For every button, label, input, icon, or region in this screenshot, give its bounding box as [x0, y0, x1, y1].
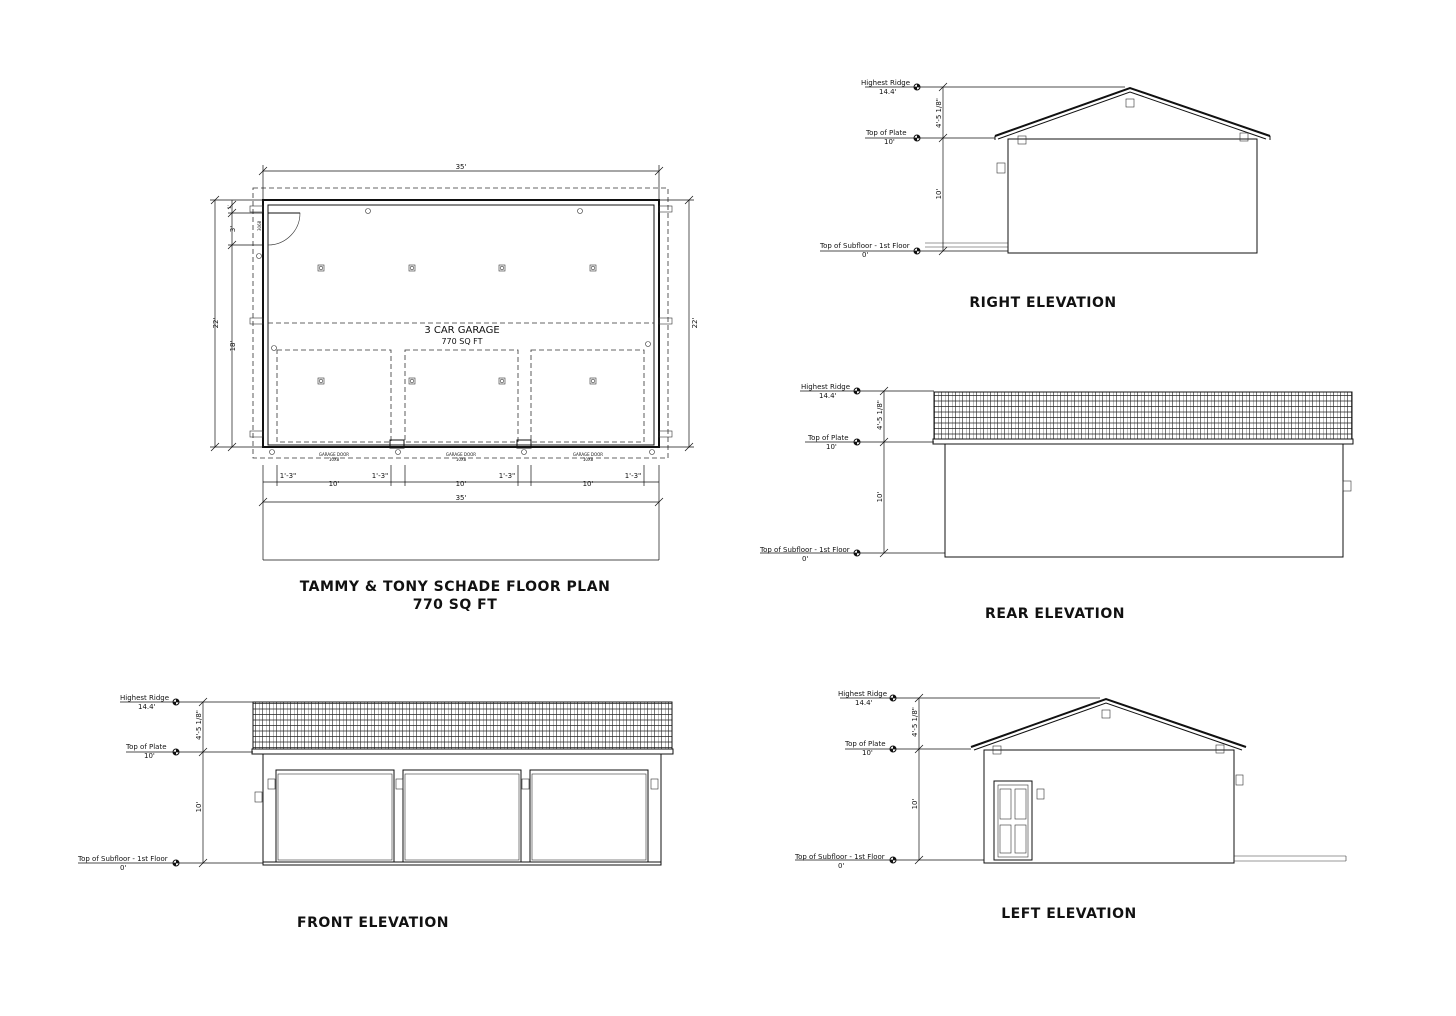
garage-door-label: GARAGE DOOR	[318, 452, 350, 457]
right-elevation-title: RIGHT ELEVATION	[969, 295, 1117, 311]
dim-bottom-6: 10'	[582, 480, 594, 488]
garage-door-1	[276, 770, 394, 862]
floor-plan-title: TAMMY & TONY SCHADE FLOOR PLAN	[299, 579, 611, 595]
dim-upper: 4'-5 1/8"	[195, 709, 203, 741]
dim-bottom-total: 35'	[455, 494, 467, 502]
dim-bottom-2: 10'	[328, 480, 340, 488]
plate-value: 10'	[144, 752, 155, 760]
door-tag: 3068	[257, 220, 262, 231]
garage-door-label: GARAGE DOOR	[445, 452, 477, 457]
ridge-label: Highest Ridge	[838, 690, 888, 698]
ridge-label: Highest Ridge	[861, 79, 911, 87]
wall	[263, 754, 661, 865]
garage-door-label: GARAGE DOOR	[572, 452, 604, 457]
dim-right-total-text: 22'	[691, 317, 699, 329]
garage-door-size: 10X8	[328, 457, 340, 462]
wall-light-icon	[1236, 775, 1243, 785]
dim-bottom-3: 1'-3"	[371, 472, 389, 480]
garage-door-size: 10X8	[582, 457, 594, 462]
wall	[984, 750, 1234, 863]
plate-label: Top of Plate	[126, 743, 167, 751]
wall-brackets	[250, 206, 672, 437]
parking-stall-1	[277, 350, 391, 442]
roof-tiles	[253, 702, 672, 750]
room-area: 770 SQ FT	[441, 337, 483, 346]
parking-stall-3	[531, 350, 644, 442]
ridge-label: Highest Ridge	[801, 383, 851, 391]
gable-vent	[1126, 99, 1134, 107]
dim-bottom-5: 1'-3"	[498, 472, 516, 480]
rear-elevation	[759, 383, 1353, 622]
ridge-value: 14.4'	[855, 699, 873, 707]
dim-left-small2-text: 3'	[229, 225, 237, 233]
dim-left-small1-text: 1'	[227, 205, 232, 209]
front-elevation	[77, 694, 673, 931]
dim-top-text: 35'	[455, 163, 467, 171]
roof-gable	[995, 88, 1270, 136]
floor-plan	[210, 163, 699, 613]
dimension-right	[659, 196, 694, 451]
floor-plan-subtitle: 770 SQ FT	[412, 597, 498, 613]
fascia	[933, 439, 1353, 444]
plate-value: 10'	[884, 138, 895, 146]
subfloor-value: 0'	[120, 864, 127, 872]
right-elevation	[819, 79, 1270, 311]
roof-tiles	[934, 392, 1352, 440]
garage-door-2	[403, 770, 521, 862]
ridge-value: 14.4'	[138, 703, 156, 711]
subfloor-value: 0'	[802, 555, 809, 563]
left-elevation-title: LEFT ELEVATION	[1001, 906, 1137, 922]
ridge-label: Highest Ridge	[120, 694, 170, 702]
gable-vent	[1102, 710, 1110, 718]
rear-elevation-title: REAR ELEVATION	[985, 606, 1125, 622]
roof-gable	[971, 699, 1246, 747]
dim-upper: 4'-5 1/8"	[876, 399, 884, 431]
subfloor-label: Top of Subfloor - 1st Floor	[820, 242, 910, 250]
dim-lower: 10'	[911, 798, 919, 810]
subfloor-value: 0'	[862, 251, 869, 259]
wall-light-icon	[396, 779, 403, 789]
dim-lower: 10'	[935, 188, 943, 200]
dim-upper: 4'-5 1/8"	[911, 706, 919, 738]
wall	[1008, 139, 1257, 253]
door-swing	[268, 213, 300, 245]
plate-label: Top of Plate	[866, 129, 907, 137]
left-elevation	[794, 690, 1346, 922]
subfloor-value: 0'	[838, 862, 845, 870]
wall-light-icon	[268, 779, 275, 789]
dim-lower: 10'	[876, 491, 884, 503]
garage-door-size: 10X8	[455, 457, 467, 462]
ridge-value: 14.4'	[819, 392, 837, 400]
subfloor-label: Top of Subfloor - 1st Floor	[78, 855, 168, 863]
dim-left-total-text: 22'	[212, 317, 220, 329]
garage-door-3	[530, 770, 648, 862]
wall-light-icon	[651, 779, 658, 789]
plate-value: 10'	[826, 443, 837, 451]
wall-light-icon	[255, 792, 262, 802]
subfloor-label: Top of Subfloor - 1st Floor	[760, 546, 850, 554]
wall	[945, 444, 1343, 557]
exterior-wall	[263, 200, 659, 447]
wall-light-icon	[997, 163, 1005, 173]
subfloor-label: Top of Subfloor - 1st Floor	[795, 853, 885, 861]
room-name: 3 CAR GARAGE	[424, 325, 500, 336]
dim-bottom-4: 10'	[455, 480, 467, 488]
wall-light-icon	[522, 779, 529, 789]
dim-bottom-7: 1'-3"	[624, 472, 642, 480]
dim-upper: 4'-5 1/8"	[935, 97, 943, 129]
wall-light-icon	[1343, 481, 1351, 491]
dim-left-inner-text: 18'	[229, 340, 237, 352]
level-markers	[914, 84, 920, 254]
plate-label: Top of Plate	[808, 434, 849, 442]
plate-value: 10'	[862, 749, 873, 757]
parking-stall-2	[405, 350, 518, 442]
fascia	[252, 749, 673, 754]
plate-label: Top of Plate	[845, 740, 886, 748]
dim-lower: 10'	[195, 801, 203, 813]
dim-bottom-1: 1'-3"	[279, 472, 297, 480]
ridge-value: 14.4'	[879, 88, 897, 96]
front-elevation-title: FRONT ELEVATION	[297, 915, 449, 931]
wall-light-icon	[1037, 789, 1044, 799]
